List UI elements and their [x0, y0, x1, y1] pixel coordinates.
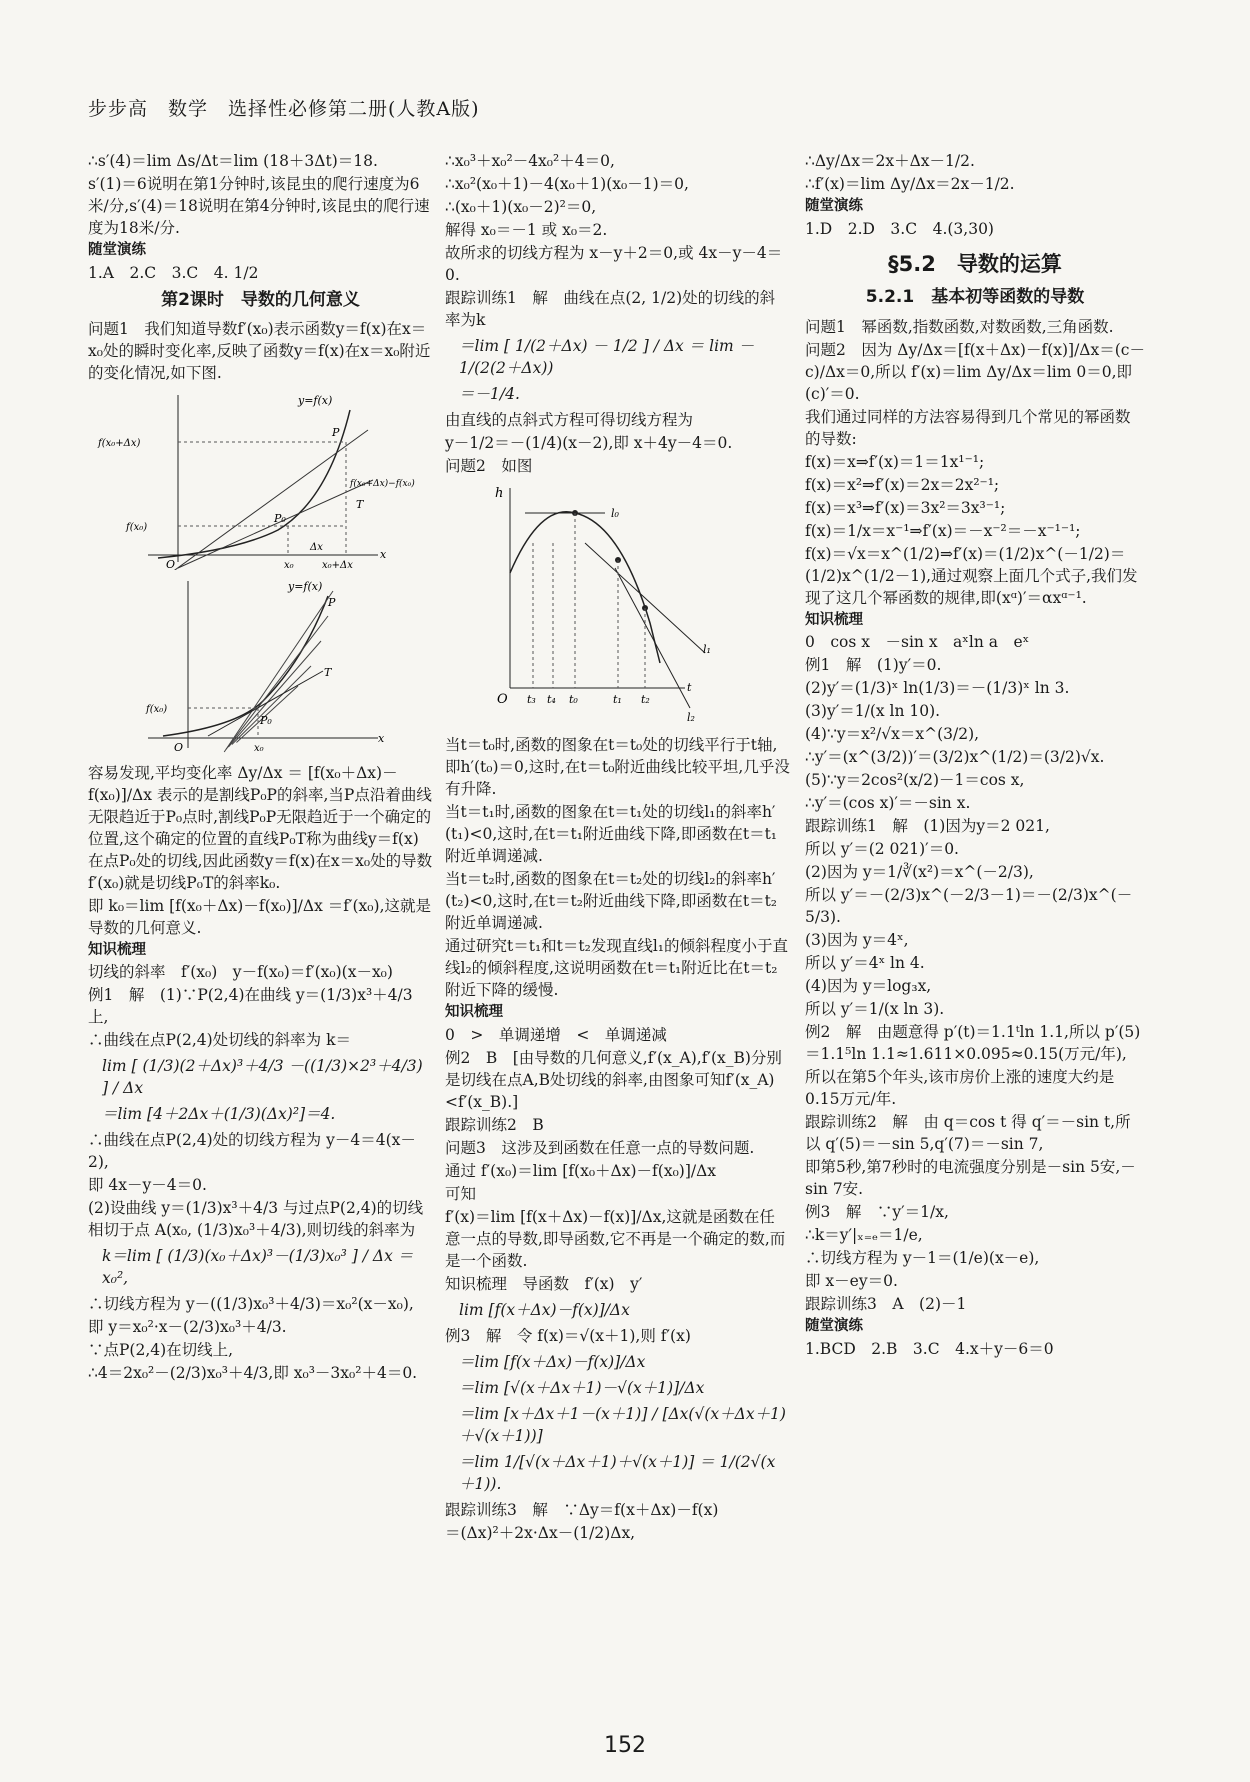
label-x0: x₀	[254, 742, 264, 754]
col2-text-18: 例2 B [由导数的几何意义,f′(x_A),f′(x_B)分别是切线在点A,B处切线的斜率,由图象可知f′(x_A)<f′(x_B).]	[445, 1048, 782, 1111]
col1-text-23: ∴4＝2x₀²－(2/3)x₀³＋4/3,即 x₀³－3x₀²＋4＝0.	[88, 1364, 418, 1383]
col2-text-20: 问题3 这涉及到函数在任意一点的导数问题.	[445, 1138, 755, 1157]
label-l0: l₀	[611, 507, 619, 520]
height-time-figure	[445, 483, 775, 728]
label-P0: P₀	[274, 511, 286, 525]
col2-text-26: 例3 解 令 f(x)＝√(x＋1),则 f′(x)	[445, 1326, 691, 1345]
col1-text-16: ∴曲线在点P(2,4)处的切线方程为 y－4＝4(x－2),	[88, 1131, 416, 1172]
col3-text-10: f(x)＝x²⇒f′(x)＝2x＝2x²⁻¹;	[805, 475, 1000, 494]
col1-text-8: 容易发现,平均变化率 Δy/Δx ＝ [f(x₀＋Δx)－f(x₀)]/Δx 表示的是割线P₀P的斜率,当P点沿着曲线无限趋近于P₀点时,割线P₀P无限趋近于一个确定的位置,这个确定的位置的直线P₀T称为曲线y＝f(x)在点P₀处的切线,因此函数y＝f(x)在x＝x₀处的导数f′(x₀)就是切线P₀T的斜率k₀.	[88, 763, 433, 892]
col3-text-41: 1.BCD 2.B 3.C 4.x＋y－6＝0	[805, 1339, 1054, 1358]
col2-text-32: ＝(Δx)²＋2x·Δx－(1/2)Δx,	[445, 1523, 636, 1542]
label-P0: P₀	[260, 713, 272, 727]
col3-text-33: 跟踪训练2 解 由 q＝cos t 得 q′＝－sin t,所以 q′(5)＝－sin 5,q′(7)＝－sin 7,	[805, 1113, 1131, 1154]
col1-text-0: ∴s′(4)＝lim Δs/Δt＝lim (18＋3Δt)＝18.	[88, 152, 378, 170]
tangent-l2	[615, 568, 690, 708]
col3-text-34: 即第5秒,第7秒时的电流强度分别是－sin 5安,－sin 7安.	[805, 1158, 1136, 1199]
label-x0-dx: x₀+Δx	[322, 559, 353, 570]
secant-3	[232, 666, 311, 745]
label-O: O	[166, 557, 176, 570]
page-header: 步步高 数学 选择性必修第二册(人教A版)	[88, 98, 480, 120]
label-t2: t₂	[641, 693, 650, 706]
col1-text-19: k＝lim [ (1/3)(x₀＋Δx)³－(1/3)x₀³ ] / Δx ＝x₀²,	[102, 1247, 414, 1288]
column-right	[805, 150, 1145, 1361]
secant-1	[226, 616, 328, 750]
col1-text-20: ∴切线方程为 y－((1/3)x₀³＋4/3)＝x₀²(x－x₀),	[88, 1295, 414, 1314]
col2-text-24: 知识梳理 导函数 f′(x) y′	[445, 1274, 643, 1293]
col1-text-9: 即 k₀＝lim [f(x₀＋Δx)－f(x₀)]/Δx ＝f′(x₀),这就是导数的几何意义.	[88, 896, 431, 937]
col3-text-22: ∴y′＝(cos x)′＝－sin x.	[805, 794, 971, 813]
label-x0: x₀	[284, 559, 294, 570]
col3-text-9: f(x)＝x⇒f′(x)＝1＝1x¹⁻¹;	[805, 452, 985, 471]
col2-text-19: 跟踪训练2 B	[445, 1115, 544, 1134]
col1-text-3: 1.A 2.C 3.C 4. 1/2	[88, 263, 259, 282]
col2-text-30: ＝lim 1/[√(x＋Δx＋1)＋√(x＋1)] ＝ 1/(2√(x＋1)).	[459, 1452, 776, 1493]
col1-text-13: ∴曲线在点P(2,4)处切线的斜率为 k＝	[88, 1031, 351, 1050]
col2-text-16: 知识梳理	[445, 1004, 503, 1020]
col3-text-1: ∴f′(x)＝lim Δy/Δx＝2x－1/2.	[805, 175, 1015, 193]
tangent-l1	[585, 543, 705, 653]
label-T: T	[356, 497, 364, 511]
col1-text-2: 随堂演练	[88, 242, 146, 258]
col3-text-32: 所以在第5个年头,该市房价上涨的速度大约是0.15万元/年.	[805, 1068, 1115, 1109]
label-O: O	[174, 740, 184, 754]
label-f-x0: f(x₀)	[146, 703, 168, 715]
col3-text-16: 例1 解 (1)y′＝0.	[805, 656, 942, 675]
col1-text-17: 即 4x－y－4＝0.	[88, 1176, 207, 1195]
col1-text-10: 知识梳理	[88, 941, 146, 958]
label-T: T	[324, 665, 332, 679]
col3-text-2: 随堂演练	[805, 198, 863, 214]
col3-text-15: 0 cos x －sin x aˣln a eˣ	[805, 633, 1030, 652]
label-f-x0-dx: f(x₀+Δx)	[98, 437, 141, 449]
label-x: x	[378, 731, 385, 745]
col1-text-15: ＝lim [4＋2Δx＋(1/3)(Δx)²]＝4.	[102, 1105, 336, 1124]
label-t4: t₄	[547, 693, 556, 706]
label-l1: l₁	[703, 643, 711, 656]
col3-text-5: 5.2.1 基本初等函数的导数	[865, 287, 1085, 308]
col3-text-4: §5.2 导数的运算	[888, 251, 1062, 276]
col2-text-14: 当t＝t₂时,函数的图象在t＝t₂处的切线l₂的斜率h′(t₂)<0,这时,在t＝t₂附近曲线下降,即函数在t＝t₂附近单调递减.	[445, 870, 778, 932]
col3-text-37: ∴切线方程为 y－1＝(1/e)(x－e),	[805, 1249, 1040, 1268]
label-h: h	[495, 486, 504, 501]
col3-text-11: f(x)＝x³⇒f′(x)＝3x²＝3x³⁻¹;	[805, 498, 1006, 517]
col3-text-0: ∴Δy/Δx＝2x＋Δx－1/2.	[805, 152, 975, 170]
col1-text-1: s′(1)＝6说明在第1分钟时,该昆虫的爬行速度为6米/分,s′(4)＝18说明在第4分钟时,该昆虫的爬行速度为18米/分.	[88, 175, 430, 237]
col2-text-25: lim [f(x＋Δx)－f(x)]/Δx	[459, 1300, 630, 1319]
col3-text-8: 我们通过同样的方法容易得到几个常见的幂函数的导数:	[805, 407, 1131, 448]
col3-text-27: (3)因为 y＝4ˣ,	[805, 931, 909, 950]
label-t3: t₃	[527, 693, 536, 706]
label-diff: f(x₀+Δx)−f(x₀)	[350, 478, 415, 489]
col2-text-3: 解得 x₀＝－1 或 x₀＝2.	[445, 221, 608, 239]
label-curve: y=f(x)	[298, 393, 333, 407]
col2-text-1: ∴x₀²(x₀＋1)－4(x₀＋1)(x₀－1)＝0,	[445, 175, 689, 193]
col3-text-6: 问题1 幂函数,指数函数,对数函数,三角函数.	[805, 317, 1114, 336]
col2-text-23: f′(x)＝lim [f(x＋Δx)－f(x)]/Δx,这就是函数在任意一点的导数,即导函数,它不再是一个确定的数,而是一个函数.	[445, 1207, 786, 1270]
col1-text-4: 第2课时 导数的几何意义	[161, 289, 360, 310]
col2-text-0: ∴x₀³＋x₀²－4x₀²＋4＝0,	[445, 152, 615, 170]
col2-text-21: 通过 f′(x₀)＝lim [f(x₀＋Δx)－f(x₀)]/Δx	[445, 1161, 717, 1180]
col1-text-22: ∵点P(2,4)在切线上,	[88, 1341, 234, 1360]
col3-text-21: (5)∵y＝2cos²(x/2)－1＝cos x,	[805, 771, 1025, 790]
label-P: P	[328, 595, 336, 609]
col2-text-9: y－1/2＝－(1/4)(x－2),即 x＋4y－4＝0.	[445, 434, 733, 452]
col2-text-29: ＝lim [x＋Δx＋1－(x＋1)] / [Δx(√(x＋Δx＋1)＋√(x＋1))]	[459, 1404, 786, 1445]
col3-text-36: ∴k＝y′|ₓ₌ₑ＝1/e,	[805, 1226, 923, 1245]
col3-text-13: f(x)＝√x＝x^(1/2)⇒f′(x)＝(1/2)x^(－1/2)＝(1/2)x^(1/2－1),通过观察上面几个式子,我们发现了这几个幂函数的规律,即(xᵅ)′＝αxᵅ⁻¹.	[805, 544, 1138, 607]
label-O: O	[497, 692, 508, 707]
col3-text-31: 例2 解 由题意得 p′(t)＝1.1ᵗln 1.1,所以 p′(5)＝1.1⁵ln 1.1≈1.611×0.095≈0.15(万元/年),	[805, 1023, 1141, 1064]
col2-text-10: 问题2 如图	[445, 457, 533, 475]
secant-tangent-figure-1	[88, 390, 418, 570]
label-dx: Δx	[310, 541, 323, 553]
col2-text-8: 由直线的点斜式方程可得切线方程为	[445, 411, 694, 429]
label-curve: y=f(x)	[288, 579, 323, 593]
label-x: x	[380, 547, 387, 561]
label-P: P	[332, 425, 340, 439]
col3-text-26: 所以 y′＝－(2/3)x^(－2/3－1)＝－(2/3)x^(－5/3).	[805, 886, 1133, 927]
col3-text-20: ∴y′＝(x^(3/2))′＝(3/2)x^(1/2)＝(3/2)√x.	[805, 748, 1105, 767]
col3-text-39: 跟踪训练3 A (2)－1	[805, 1295, 967, 1314]
col1-text-11: 切线的斜率 f′(x₀) y－f(x₀)＝f′(x₀)(x－x₀)	[88, 963, 393, 982]
col3-text-40: 随堂演练	[805, 1318, 863, 1335]
col3-text-35: 例3 解 ∵y′＝1/x,	[805, 1203, 949, 1222]
label-t1: t₁	[613, 693, 622, 706]
label-t: t	[687, 681, 692, 694]
label-l2: l₂	[687, 711, 695, 724]
curve	[158, 410, 350, 558]
col3-text-24: 所以 y′＝(2 021)′＝0.	[805, 840, 959, 859]
page-number: 152	[604, 1733, 646, 1758]
col3-text-29: (4)因为 y＝log₃x,	[805, 977, 932, 996]
col2-text-4: 故所求的切线方程为 x－y＋2＝0,或 4x－y－4＝0.	[445, 244, 783, 284]
secant-2	[228, 641, 321, 747]
secant-0	[224, 591, 333, 752]
col3-text-12: f(x)＝1/x＝x⁻¹⇒f′(x)＝－x⁻²＝－x⁻¹⁻¹;	[805, 521, 1081, 540]
label-t0: t₀	[569, 693, 578, 706]
label-f-x0: f(x₀)	[126, 521, 148, 533]
col1-text-12: 例1 解 (1)∵P(2,4)在曲线 y＝(1/3)x³＋4/3上,	[88, 986, 413, 1027]
column-left	[88, 150, 433, 1385]
col2-text-13: 当t＝t₁时,函数的图象在t＝t₁处的切线l₁的斜率h′(t₁)<0,这时,在t＝t₁附近曲线下降,即函数在t＝t₁附近单调递减.	[445, 803, 778, 865]
col3-text-18: (3)y′＝1/(x ln 10).	[805, 702, 941, 721]
col3-text-17: (2)y′＝(1/3)ˣ ln(1/3)＝－(1/3)ˣ ln 3.	[805, 679, 1070, 698]
col2-text-15: 通过研究t＝t₁和t＝t₂发现直线l₁的倾斜程度小于直线l₂的倾斜程度,这说明函数在t＝t₁附近比在t＝t₂附近下降的缓慢.	[445, 937, 789, 999]
col1-text-21: 即 y＝x₀²·x－(2/3)x₀³＋4/3.	[88, 1318, 287, 1337]
col2-text-2: ∴(x₀＋1)(x₀－2)²＝0,	[445, 198, 597, 216]
col1-text-18: (2)设曲线 y＝(1/3)x³＋4/3 与过点P(2,4)的切线相切于点 A(x₀, (1/3)x₀³＋4/3),则切线的斜率为	[88, 1199, 424, 1240]
col1-text-5: 问题1 我们知道导数f′(x₀)表示函数y＝f(x)在x＝x₀处的瞬时变化率,反映了函数y＝f(x)在x＝x₀附近的变化情况,如下图.	[88, 319, 431, 382]
col2-text-28: ＝lim [√(x＋Δx＋1)－√(x＋1)]/Δx	[459, 1378, 705, 1397]
col1-text-14: lim [ (1/3)(2＋Δx)³＋4/3 －((1/3)×2³＋4/3) ] / Δx	[102, 1057, 423, 1098]
secant-tangent-figure-2	[88, 576, 418, 756]
col3-text-30: 所以 y′＝1/(x ln 3).	[805, 1000, 945, 1019]
col2-text-22: 可知	[445, 1184, 477, 1203]
col3-text-3: 1.D 2.D 3.C 4.(3,30)	[805, 219, 994, 238]
col3-text-14: 知识梳理	[805, 611, 863, 628]
col3-text-23: 跟踪训练1 解 (1)因为y＝2 021,	[805, 817, 1050, 836]
col2-text-6: ＝lim [ 1/(2＋Δx) － 1/2 ] / Δx ＝ lim －1/(2(2＋Δx))	[459, 337, 755, 377]
col2-text-5: 跟踪训练1 解 曲线在点(2, 1/2)处的切线的斜率为k	[445, 289, 776, 329]
col2-text-12: 当t＝t₀时,函数的图象在t＝t₀处的切线平行于t轴,即h′(t₀)＝0,这时,在t＝t₀附近曲线比较平坦,几乎没有升降.	[445, 736, 790, 798]
col3-text-19: (4)∵y＝x²/√x＝x^(3/2),	[805, 725, 980, 744]
col2-text-27: ＝lim [f(x＋Δx)－f(x)]/Δx	[459, 1352, 646, 1371]
col2-text-31: 跟踪训练3 解 ∵Δy＝f(x＋Δx)－f(x)	[445, 1500, 719, 1519]
col3-text-38: 即 x－ey＝0.	[805, 1272, 898, 1291]
col3-text-7: 问题2 因为 Δy/Δx＝[f(x＋Δx)－f(x)]/Δx＝(c－c)/Δx＝0,所以 f′(x)＝lim Δy/Δx＝lim 0＝0,即(c)′＝0.	[805, 340, 1145, 403]
col2-text-17: 0 > 单调递增 < 单调递减	[445, 1025, 667, 1044]
col3-text-28: 所以 y′＝4ˣ ln 4.	[805, 954, 925, 973]
col2-text-7: ＝－1/4.	[459, 385, 520, 403]
col3-text-25: (2)因为 y＝1/∛(x²)＝x^(－2/3),	[805, 863, 1034, 882]
column-middle	[445, 150, 790, 1545]
